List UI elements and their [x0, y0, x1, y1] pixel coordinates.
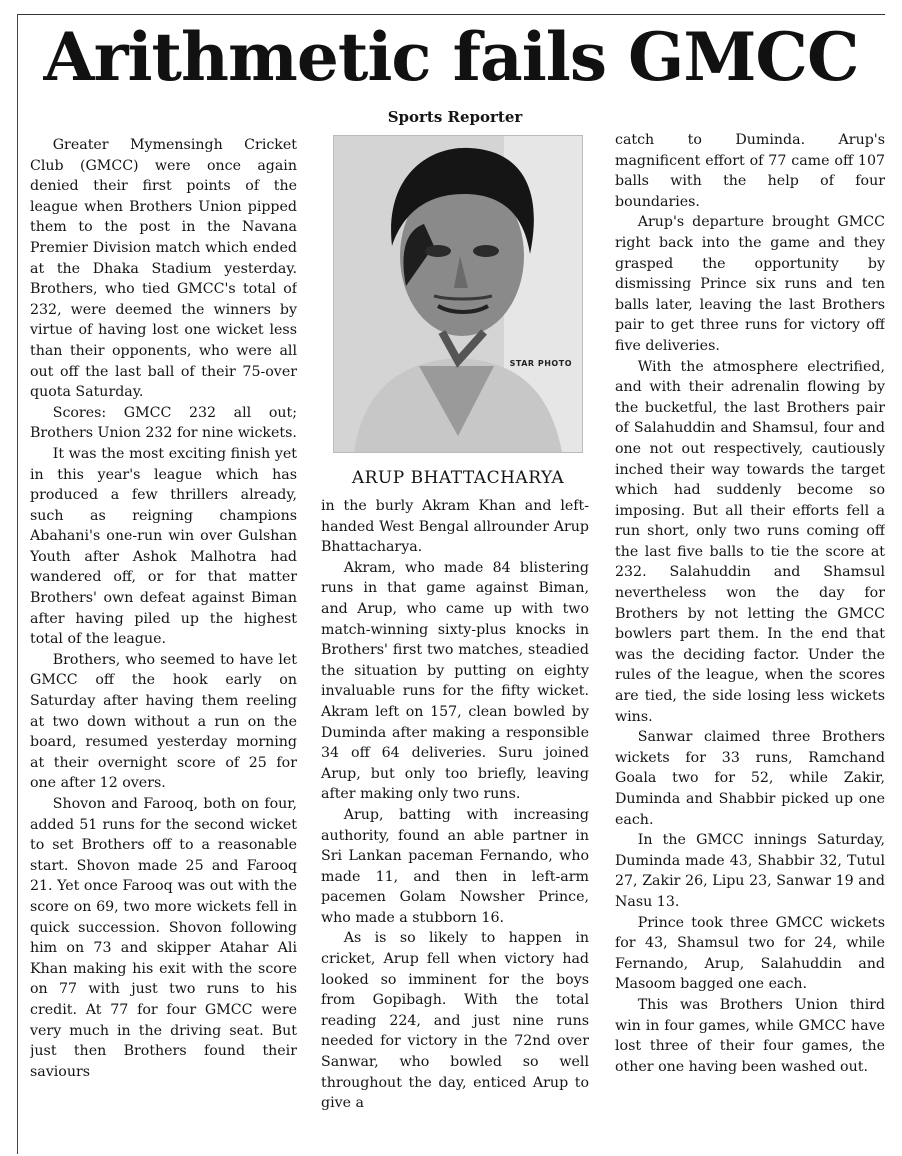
- paragraph: With the atmosphere electrified, and with their adrenalin flowing by the bucketful, the last Brothers pair of Salahuddin and Shamsul, four and one not out respectively, cautiously inched their way towards the target which had suddenly become so imposing. But all their efforts fell a run short, only two runs coming off the last five balls to tie the score at 232. Salahuddin and Shamsul nevertheless won the day for Brothers by not letting the GMCC bowlers part them. In the end that was the deciding factor. Under the rules of the league, when the scores are tied, the side losing less wickets wins.: [615, 358, 885, 725]
- article-column-1: [30, 135, 297, 1147]
- paragraph: in the burly Akram Khan and left-handed West Bengal allrounder Arup Bhattacharya.: [321, 498, 589, 556]
- photo-caption: ARUP BHATTACHARYA: [351, 468, 565, 488]
- article-column-2: [321, 496, 589, 1146]
- paragraph: Sanwar claimed three Brothers wickets for 33 runs, Ramchand Goala two for 52, while Zakir, Duminda and Shabbir picked up one each.: [615, 729, 885, 828]
- left-rule: [17, 14, 18, 1154]
- paragraph: Arup, batting with increasing authority, found an able partner in Sri Lankan paceman Fernando, who made 11, and then in left-arm pacemen Golam Nowsher Prince, who made a stubborn 16.: [321, 806, 589, 926]
- paragraph: As is so likely to happen in cricket, Arup fell when victory had looked so imminent for the boys from Gopibagh. With the total reading 224, and just nine runs needed for victory in the 72nd over Sanwar, who bowled so well throughout the day, enticed Arup to give a: [321, 930, 589, 1112]
- paragraph: Scores: GMCC 232 all out; Brothers Union 232 for nine wickets.: [30, 404, 297, 442]
- paragraph: Greater Mymensingh Cricket Club (GMCC) were once again denied their first points of the league when Brothers Union pipped them to the post in the Navana Premier Division match which ended at the Dhaka Stadium yesterday. Brothers, who tied GMCC's total of 232, were deemed the winners by virtue of having lost one wicket less than their opponents, who were all out off the last ball of their 75-over quota Saturday.: [30, 137, 297, 401]
- paragraph: catch to Duminda. Arup's magnificent effort of 77 came off 107 balls with the help of four boundaries.: [615, 132, 885, 210]
- paragraph: This was Brothers Union third win in four games, while GMCC have lost three of their four games, the other one having been washed out.: [615, 996, 885, 1075]
- photo-credit: STAR PHOTO: [509, 359, 572, 368]
- player-photo: [333, 135, 583, 453]
- paragraph: In the GMCC innings Saturday, Duminda made 43, Shabbir 32, Tutul 27, Zakir 26, Lipu 23, Sanwar 19 and Nasu 13.: [615, 832, 885, 910]
- paragraph: Brothers, who seemed to have let GMCC off the hook early on Saturday after having them reeling at two down without a run on the board, resumed yesterday morning at their overnight score of 25 for one after 12 overs.: [30, 651, 297, 792]
- byline: Sports Reporter: [387, 108, 523, 126]
- paragraph: Arup's departure brought GMCC right back into the game and they grasped the opportunity by dismissing Prince six runs and ten balls later, leaving the last Brothers pair to get three runs for victory off five deliveries.: [615, 214, 885, 354]
- paragraph: Akram, who made 84 blistering runs in that game against Biman, and Arup, who came up with two match-winning sixty-plus knocks in Brothers' first two matches, steadied the situation by putting on eighty invaluable runs for the fifty wicket. Akram left on 157, clean bowled by Duminda after making a responsible 34 off 64 deliveries. Suru joined Arup, but only too briefly, leaving after making only two runs.: [321, 559, 589, 803]
- paragraph: Prince took three GMCC wickets for 43, Shamsul two for 24, while Fernando, Arup, Salahuddin and Masoom bagged one each.: [615, 914, 885, 993]
- headline: Arithmetic fails GMCC: [43, 18, 859, 96]
- paragraph: Shovon and Farooq, both on four, added 51 runs for the second wicket to set Brothers off to a reasonable start. Shovon made 25 and Farooq 21. Yet once Farooq was out with the score on 69, two more wickets fell in quick succession. Shovon following him on 73 and skipper Atahar Ali Khan making his exit with the score on 77 with just two runs to his credit. At 77 for four GMCC were very much in the driving seat. But just then Brothers found their saviours: [30, 796, 297, 1080]
- portrait-image: [334, 136, 582, 452]
- paragraph: It was the most exciting finish yet in this year's league which has produced a few thrillers already, such as reigning champions Abahani's one-run win over Gulshan Youth after Ashok Malhotra had wandered off, or for that matter Brothers' own defeat against Biman after having piled up the highest total of the league.: [30, 445, 297, 648]
- article-column-3: [615, 130, 885, 1146]
